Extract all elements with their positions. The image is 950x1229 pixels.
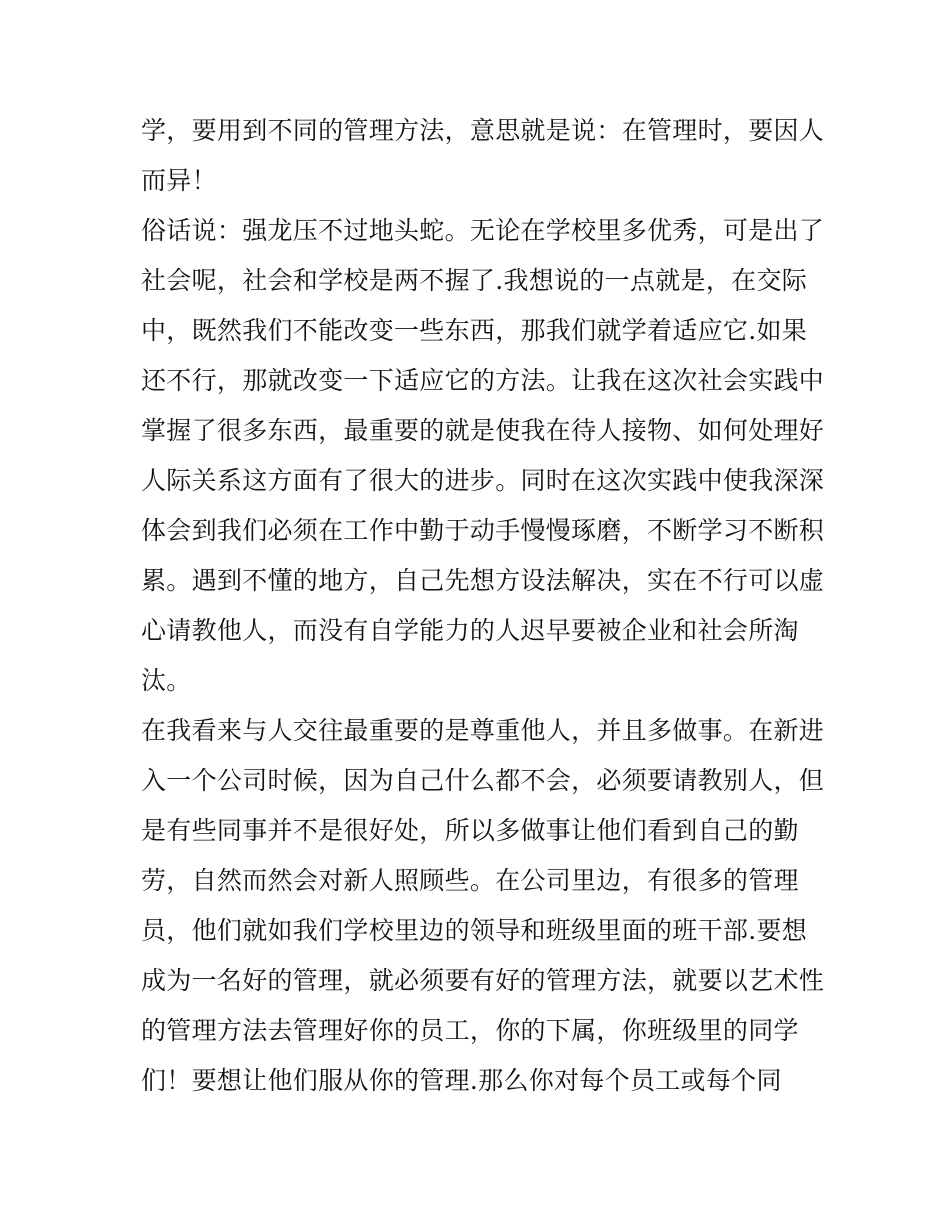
text-line: 学，要用到不同的管理方法，意思就是说：在管理时，要因人 xyxy=(141,116,825,145)
text-line: 人际关系这方面有了很大的进步。同时在这次实践中使我深深 xyxy=(141,466,825,495)
text-line: 而异！ xyxy=(141,166,217,195)
text-line: 社会呢，社会和学校是两不握了.我想说的一点就是，在交际 xyxy=(141,266,808,295)
text-line: 还不行，那就改变一下适应它的方法。让我在这次社会实践中 xyxy=(141,366,825,395)
text-line: 体会到我们必须在工作中勤于动手慢慢琢磨，不断学习不断积 xyxy=(141,516,825,545)
text-line: 们！要想让他们服从你的管理.那么你对每个员工或每个同 xyxy=(141,1066,782,1095)
text-line: 员，他们就如我们学校里边的领导和班级里面的班干部.要想 xyxy=(141,916,808,945)
text-line: 俗话说：强龙压不过地头蛇。无论在学校里多优秀，可是出了 xyxy=(141,216,825,245)
text-line: 是有些同事并不是很好处，所以多做事让他们看到自己的勤 xyxy=(141,816,799,845)
text-line: 心请教他人，而没有自学能力的人迟早要被企业和社会所淘 xyxy=(141,616,799,645)
text-line: 累。遇到不懂的地方，自己先想方设法解决，实在不行可以虚 xyxy=(141,566,825,595)
text-line: 中，既然我们不能改变一些东西，那我们就学着适应它.如果 xyxy=(141,316,808,345)
text-line: 在我看来与人交往最重要的是尊重他人，并且多做事。在新进 xyxy=(141,716,825,745)
text-line: 的管理方法去管理好你的员工，你的下属，你班级里的同学 xyxy=(141,1016,799,1045)
text-line: 掌握了很多东西，最重要的就是使我在待人接物、如何处理好 xyxy=(141,416,825,445)
body-text xyxy=(141,106,825,1106)
text-line: 汰。 xyxy=(141,666,192,695)
text-line: 入一个公司时候，因为自己什么都不会，必须要请教别人，但 xyxy=(141,766,825,795)
text-line: 劳，自然而然会对新人照顾些。在公司里边，有很多的管理 xyxy=(141,866,799,895)
text-line: 成为一名好的管理，就必须要有好的管理方法，就要以艺术性 xyxy=(141,966,825,995)
